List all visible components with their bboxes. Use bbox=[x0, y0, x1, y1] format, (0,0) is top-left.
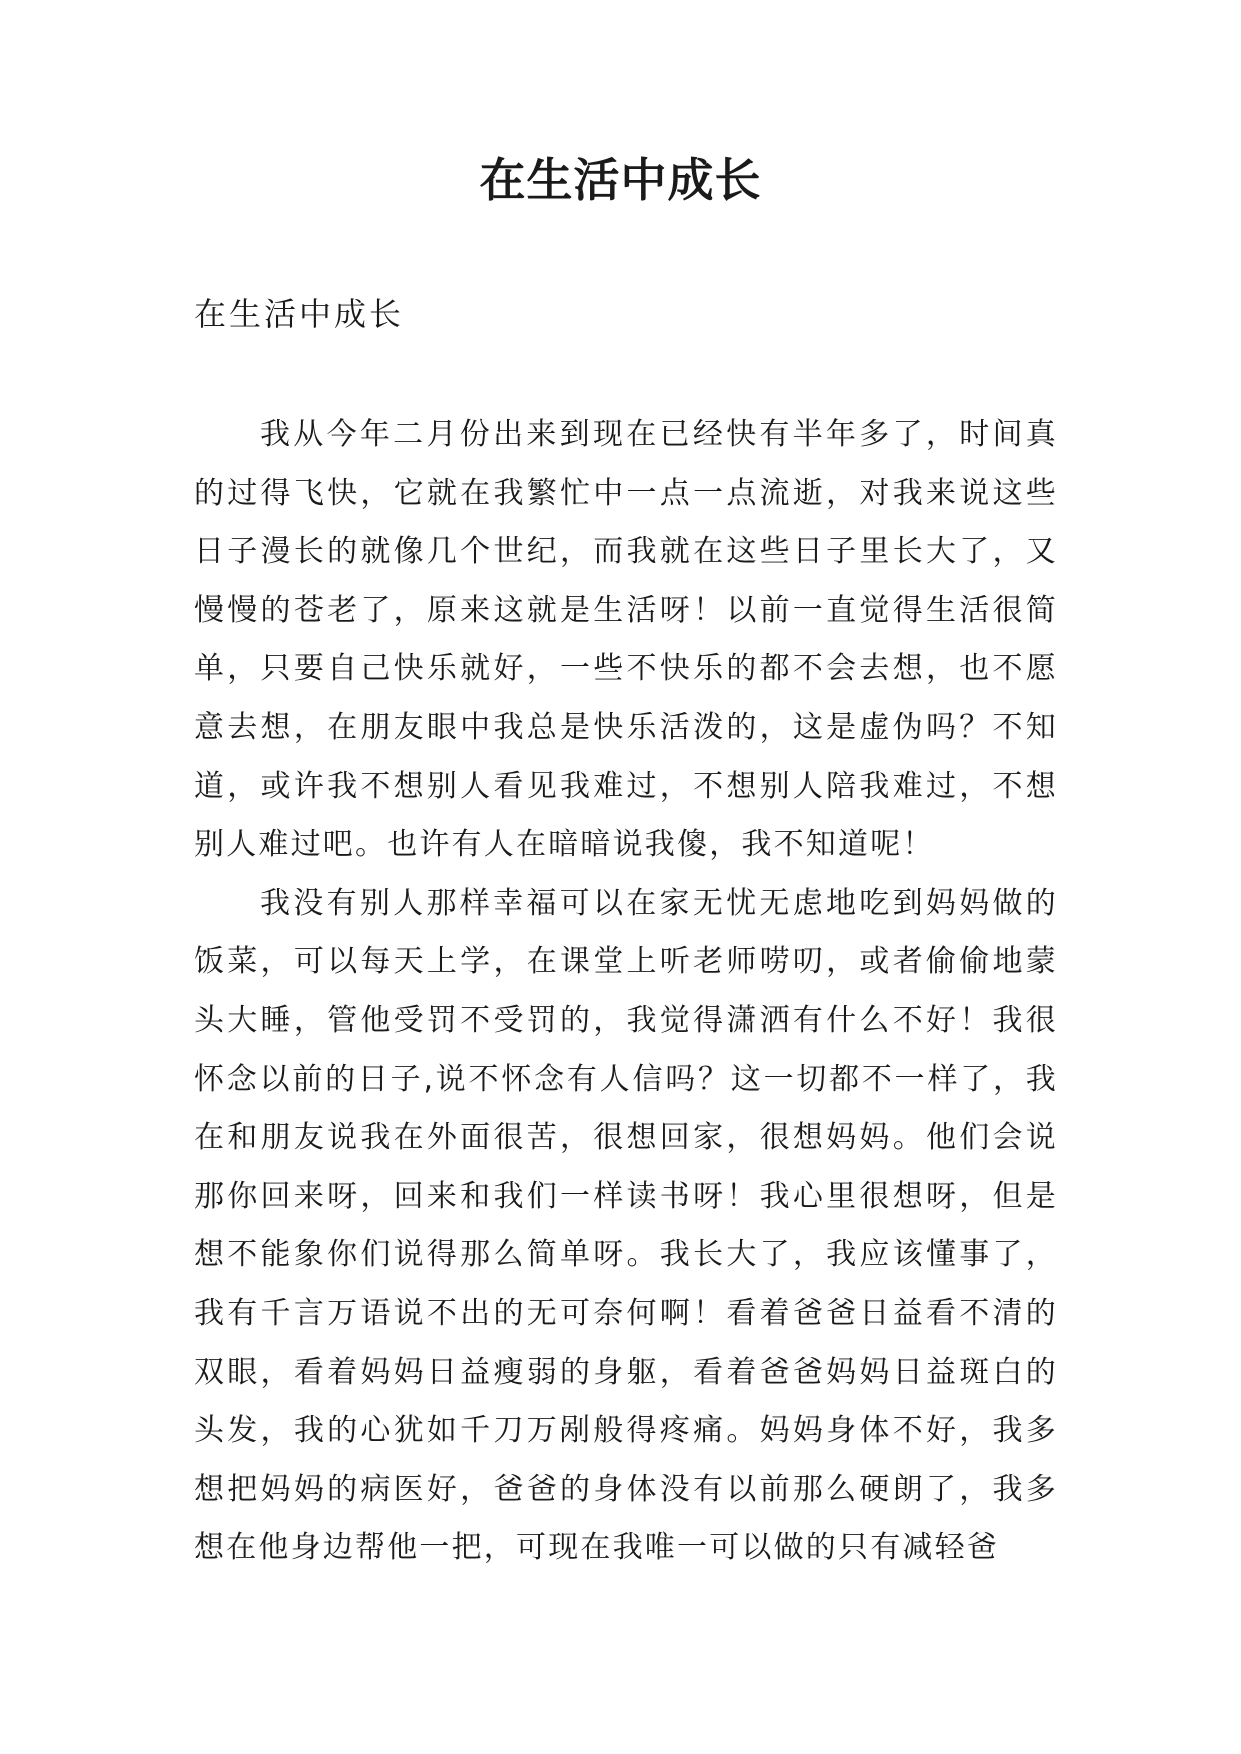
document-body bbox=[194, 406, 1058, 1578]
paragraph-1: 我从今年二月份出来到现在已经快有半年多了，时间真的过得飞快，它就在我繁忙中一点一点流逝，对我来说这些日子漫长的就像几个世纪，而我就在这些日子里长大了，又慢慢的苍老了，原来这就是生活呀！以前一直觉得生活很简单，只要自己快乐就好，一些不快乐的都不会去想，也不愿意去想，在朋友眼中我总是快乐活泼的，这是虚伪吗？不知道，或许我不想别人看见我难过，不想别人陪我难过，不想别人难过吧。也许有人在暗暗说我傻，我不知道呢！ bbox=[194, 417, 1058, 863]
document-subtitle: 在生活中成长 bbox=[194, 295, 405, 333]
paragraph-2: 我没有别人那样幸福可以在家无忧无虑地吃到妈妈做的饭菜，可以每天上学，在课堂上听老师唠叨，或者偷偷地蒙头大睡，管他受罚不受罚的，我觉得潇洒有什么不好！我很怀念以前的日子,说不怀念有人信吗？这一切都不一样了，我在和朋友说我在外面很苦，很想回家，很想妈妈。他们会说那你回来呀，回来和我们一样读书呀！我心里很想呀，但是想不能象你们说得那么简单呀。我长大了，我应该懂事了，我有千言万语说不出的无可奈何啊！看着爸爸日益看不清的双眼，看着妈妈日益瘦弱的身躯，看着爸爸妈妈日益斑白的头发，我的心犹如千刀万剐般得疼痛。妈妈身体不好，我多想把妈妈的病医好，爸爸的身体没有以前那么硬朗了，我多想在他身边帮他一把，可现在我唯一可以做的只有减轻爸 bbox=[194, 885, 1058, 1566]
document-title: 在生活中成长 bbox=[479, 153, 762, 207]
